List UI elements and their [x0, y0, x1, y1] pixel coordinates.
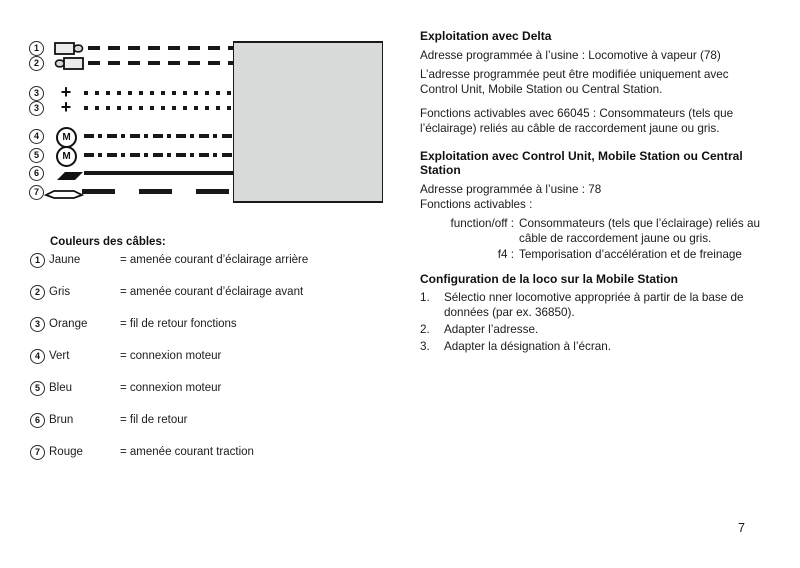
section-heading-config: Configuration de la loco sur la Mobile Station	[420, 271, 679, 286]
list-item-number: 1.	[420, 291, 430, 304]
paragraph: Adresse programmée à l’usine : Locomotive à vapeur (78)	[420, 48, 721, 62]
page-number: 7	[738, 521, 745, 535]
cable-color-desc: = connexion moteur	[120, 382, 222, 394]
cable-color-desc: = fil de retour	[120, 414, 188, 426]
wire-number-badge: 2	[29, 56, 44, 71]
function-desc: Consommateurs (tels que l’éclairage) reliés au câble de raccordement jaune ou gris.	[519, 216, 760, 245]
legend-row	[30, 253, 370, 269]
function-row	[420, 247, 768, 262]
wire-number-badge: 1	[29, 41, 44, 56]
list-item-text: Sélectio nner locomotive appropriée à partir de la base de données (par ex. 36850).	[444, 291, 744, 319]
paragraph: Fonctions activables :	[420, 197, 533, 211]
wire-line	[88, 61, 234, 65]
cable-color-desc: = amenée courant d’éclairage arrière	[120, 254, 309, 266]
paragraph: Adresse programmée à l’usine : 78	[420, 182, 602, 196]
motor-icon: M	[56, 127, 77, 148]
legend-row	[30, 445, 370, 461]
wire-line	[84, 91, 234, 95]
legend-row	[30, 317, 370, 333]
cable-color-desc: = fil de retour fonctions	[120, 318, 237, 330]
wire-line	[84, 153, 234, 157]
chassis-ground-icon	[55, 168, 85, 186]
section-heading-delta: Exploitation avec Delta	[420, 29, 552, 43]
paragraph: Fonctions activables avec 66045 : Consommateurs (tels que l’éclairage) reliés au câble de raccordement jaune ou gris.	[420, 106, 734, 135]
config-steps-list	[420, 290, 768, 354]
function-desc: Temporisation d’accélération et de freinage	[519, 247, 742, 261]
list-item-number: 2.	[420, 323, 430, 336]
legend-number-badge: 7	[30, 445, 45, 460]
plus-icon: +	[60, 97, 72, 117]
cable-color-name: Jaune	[49, 254, 81, 266]
wire-line	[84, 134, 234, 138]
cable-color-name: Orange	[49, 318, 88, 330]
legend-number-badge: 4	[30, 349, 45, 364]
legend-number-badge: 1	[30, 253, 45, 268]
legend-number-badge: 3	[30, 317, 45, 332]
cable-color-name: Brun	[49, 414, 74, 426]
legend-row	[30, 381, 370, 397]
cable-color-name: Rouge	[49, 446, 83, 458]
right-text-column	[420, 29, 768, 356]
cable-color-desc: = connexion moteur	[120, 350, 222, 362]
function-row	[420, 216, 768, 246]
function-label: function/off :	[450, 216, 514, 230]
decoder-box	[233, 41, 383, 203]
wire-number-badge: 3	[29, 101, 44, 116]
pickup-shoe-icon	[44, 187, 84, 205]
legend-number-badge: 2	[30, 285, 45, 300]
motor-icon: M	[56, 146, 77, 167]
wire-number-badge: 4	[29, 129, 44, 144]
legend-row	[30, 413, 370, 429]
list-item	[420, 322, 768, 337]
list-item-number: 3.	[420, 340, 430, 353]
legend-number-badge: 5	[30, 381, 45, 396]
section-heading-control: Exploitation avec Control Unit, Mobile Station ou Central Station	[420, 148, 743, 177]
wire-line	[84, 171, 234, 175]
wire-number-badge: 6	[29, 166, 44, 181]
wire-line	[84, 106, 234, 110]
legend-title: Couleurs des câbles:	[50, 236, 166, 248]
wire-line	[82, 189, 234, 194]
legend-number-badge: 6	[30, 413, 45, 428]
legend-row	[30, 285, 370, 301]
wire-number-badge: 7	[29, 185, 44, 200]
cable-color-name: Bleu	[49, 382, 73, 394]
cable-color-desc: = amenée courant traction	[120, 446, 254, 458]
cable-color-name: Gris	[49, 286, 71, 298]
wire-number-badge: 3	[29, 86, 44, 101]
wire-line	[88, 46, 234, 50]
paragraph: L’adresse programmée peut être modifiée uniquement avec Control Unit, Mobile Station ou Central Station.	[420, 67, 729, 96]
wire-number-badge: 5	[29, 148, 44, 163]
cable-color-desc: = amenée courant d’éclairage avant	[120, 286, 304, 298]
list-item-text: Adapter la désignation à l’écran.	[444, 340, 611, 353]
list-item-text: Adapter l’adresse.	[444, 323, 539, 336]
cable-color-name: Vert	[49, 350, 70, 362]
lamp-front-icon	[54, 57, 84, 75]
list-item	[420, 339, 768, 354]
legend-row	[30, 349, 370, 365]
function-label: f4 :	[497, 247, 514, 261]
plus-icon: +	[60, 82, 72, 102]
list-item	[420, 290, 768, 320]
